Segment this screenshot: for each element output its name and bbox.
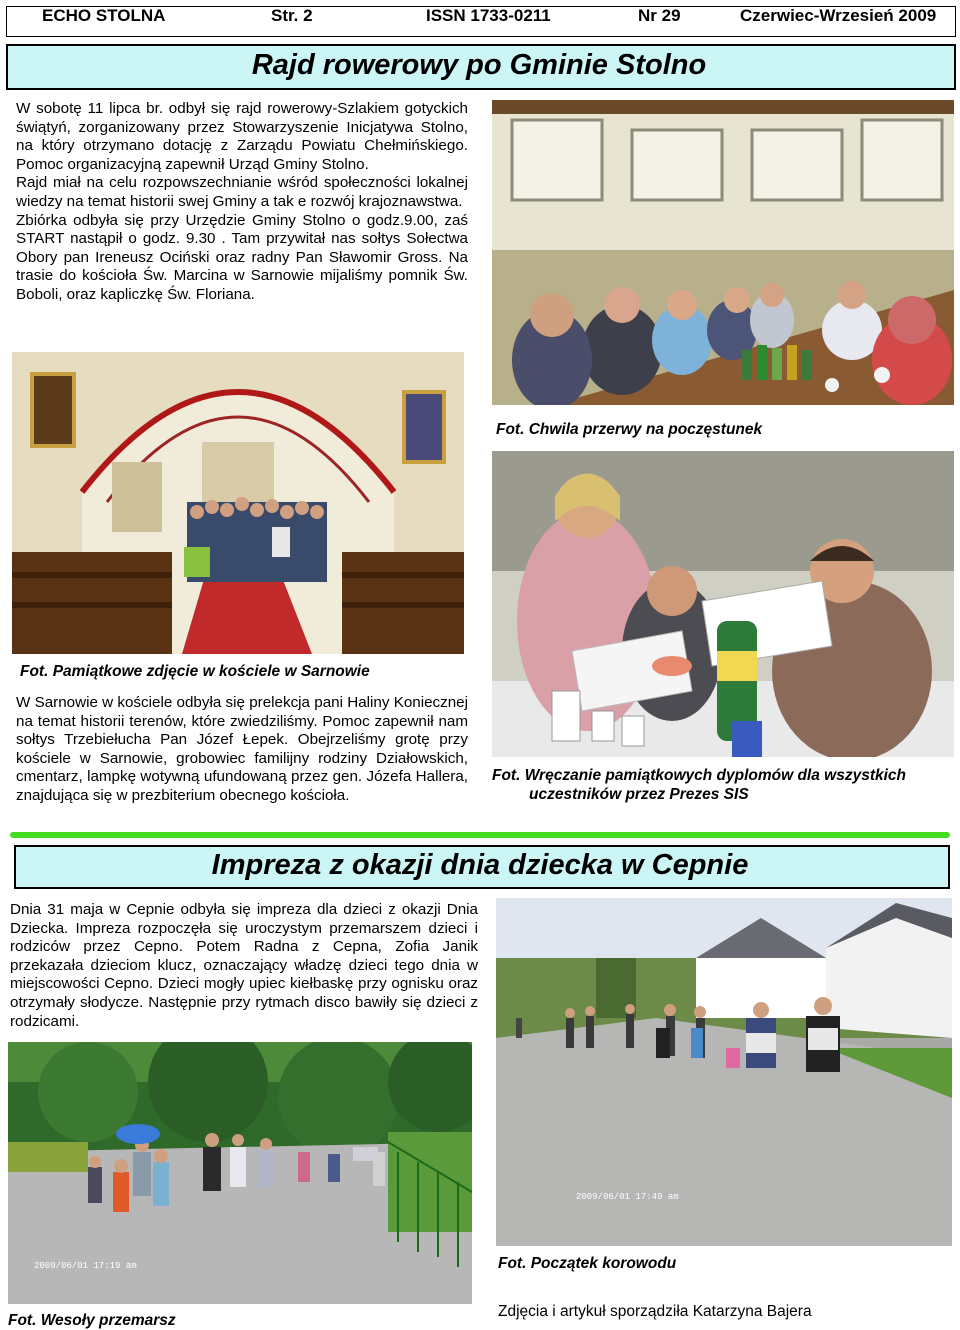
- march-photo-timestamp: 2009/06/01 17:19 am: [34, 1261, 137, 1271]
- photo-credits: Zdjęcia i artykuł sporządziła Katarzyna Bajera: [498, 1303, 812, 1320]
- article1-title: Rajd rowerowy po Gminie Stolno: [251, 49, 707, 81]
- article1-para4: W Sarnowie w kościele odbyła się prelekcja pani Haliny Koniecznej na temat historii terenów, które zwiedziliśmy. Pomoc zapewnił nam sołtys Trzebiełucha Pan Józef Łepek. Obejrzeliśmy grotę przy kościele w Sarnowie, grobowiec familijny rodziny Działowskich, cmentarz, lampkę wotywną ufundowaną przez gen. Józefa Hallera, znajdująca się w prezbiterium obecnego kościoła.: [16, 694, 468, 804]
- photo-merry-march: [8, 1042, 472, 1304]
- issue-number: Nr 29: [638, 6, 681, 25]
- photo-church-group: [12, 352, 464, 654]
- article1-continuation: [16, 694, 468, 806]
- article2-para1: Dnia 31 maja w Cepnie odbyła się impreza dla dzieci z okazji Dnia Dziecka. Impreza rozpoczęła się uroczystym przemarszem dzieci i rodziców przez Cepno. Potem Radna z Cepna, Zofia Janik przekazała dzieciom klucz, oznaczający władzę dzieci tego dnia w miejscowości Cepno. Dzieci mogły upiec kiełbaskę przy ognisku oraz otrzymały słodycze. Następnie przy rytmach disco bawiły się dzieci z rodzicami.: [10, 901, 478, 1030]
- article1-intro: [16, 100, 468, 305]
- caption-diplomas-line1: Fot. Wręczanie pamiątkowych dyplomów dla wszystkich: [492, 767, 907, 784]
- caption-merry-march: Fot. Wesoły przemarsz: [8, 1312, 176, 1329]
- issn: ISSN 1733-0211: [426, 6, 551, 25]
- article1-para2: Rajd miał na celu rozpowszechnianie wśród społeczności lokalnej wiedzy na temat historii swej Gminy a tak e rozwój krajoznawstwa.: [16, 174, 468, 210]
- page-number: Str. 2: [271, 6, 313, 25]
- section-divider: [10, 832, 950, 838]
- caption-church-photo: Fot. Pamiątkowe zdjęcie w kościele w Sarnowie: [20, 663, 370, 680]
- article1-para3: Zbiórka odbyła się przy Urzędzie Gminy Stolno o godz.9.00, zaś START nastąpił o godz. 9.30 . Tam przywitał nas sołtys Sołectwa Obory pan Ireneusz Ociński oraz radny Pan Sławomir Gross. Na trasie do kościoła Św. Marcina w Sarnowie mijaliśmy pomnik Św. Boboli, oraz kapliczkę Św. Floriana.: [16, 211, 468, 303]
- photo-parade-start: [496, 898, 952, 1246]
- caption-parade-start: Fot. Początek korowodu: [498, 1255, 677, 1272]
- caption-refreshment-break: Fot. Chwila przerwy na poczęstunek: [496, 421, 763, 438]
- caption-diplomas-line2: uczestników przez Prezes SIS: [529, 786, 749, 803]
- article2-title: Impreza z okazji dnia dziecka w Cepnie: [211, 849, 749, 881]
- photo-refreshment-break: [492, 100, 954, 405]
- parade-photo-timestamp: 2009/06/01 17:49 am: [576, 1192, 679, 1202]
- issue-date: Czerwiec-Wrzesień 2009: [740, 6, 937, 25]
- photo-diploma-presentation: [492, 451, 954, 757]
- article2-body: [10, 901, 478, 1031]
- publication-name: ECHO STOLNA: [42, 6, 166, 25]
- article1-para1: W sobotę 11 lipca br. odbył się rajd rowerowy-Szlakiem gotyckich świątyń, zorganizowany przez Stowarzyszenie Inicjatywa Stolno, na który otrzymano dotację z Zarządu Powiatu Chełmińskiego. Pomoc organizacyjną zapewnił Urząd Gminy Stolno.: [16, 100, 468, 173]
